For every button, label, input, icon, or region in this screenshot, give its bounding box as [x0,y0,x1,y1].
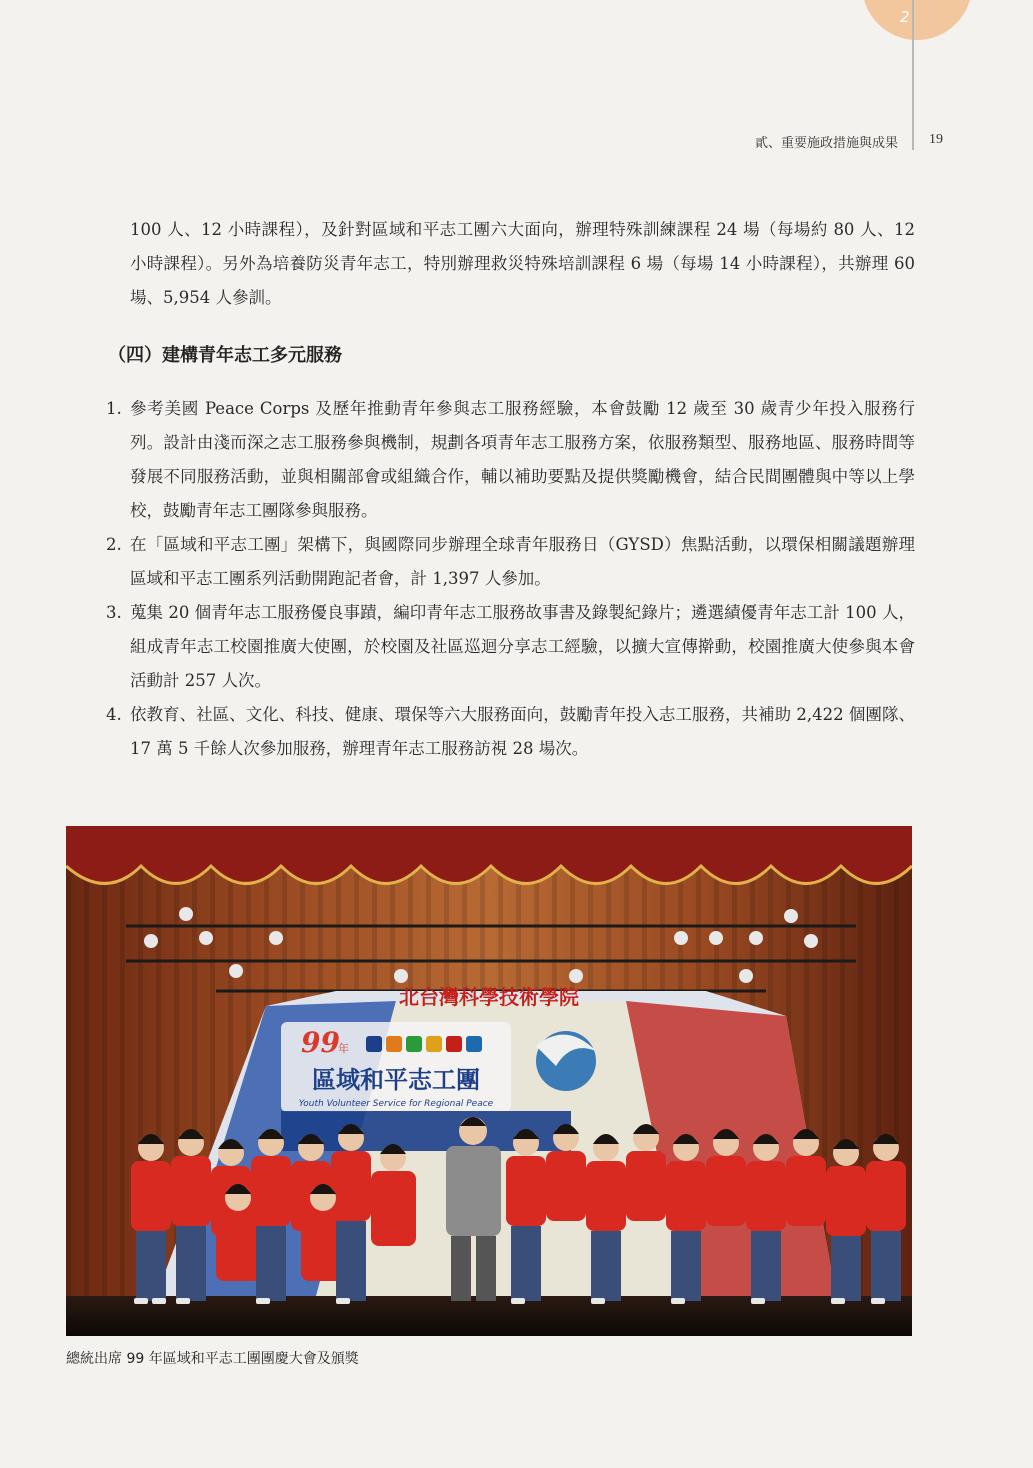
event-photo-illustration [66,826,912,1336]
header-divider [912,0,914,150]
list-item-text: 依教育、社區、文化、科技、健康、環保等六大服務面向，鼓勵青年投入志工服務，共補助 2,422 個團隊、17 萬 5 千餘人次參加服務，辦理青年志工服務訪視 28 場次。 [130,705,915,758]
list-item-text: 在「區域和平志工團」架構下，與國際同步辦理全球青年服務日（GYSD）焦點活動，以環保相關議題辦理區域和平志工團系列活動開跑記者會，計 1,397 人參加。 [130,535,915,588]
running-head: 貳、重要施政措施與成果 [754,136,898,151]
intro-paragraph: 100 人、12 小時課程），及針對區域和平志工團六大面向，辦理特殊訓練課程 24 場（每場約 80 人、12 小時課程）。另外為培養防災青年志工，特別辦理救災特殊培訓課程 6 場（每場 14 小時課程），共辦理 60 場、5,954 人參訓。 [130,220,915,307]
list-item-number: 1. [106,399,122,418]
list-item [100,528,915,596]
chapter-tab [862,0,972,40]
section-heading: （四）建構青年志工多元服務 [108,345,342,366]
banner-title: 區域和平志工團 [312,1066,480,1094]
banner-year: 99 [301,1026,340,1059]
banner-subtitle: Youth Volunteer Service for Regional Peace [298,1099,494,1109]
list-item-number: 4. [106,705,122,724]
service-list [100,392,915,766]
banner-school-name: 北台灣科學技術學院 [399,985,579,1009]
list-item [100,698,915,766]
list-item [100,392,915,528]
list-item-text: 參考美國 Peace Corps 及歷年推動青年參與志工服務經驗，本會鼓勵 12 歲至 30 歲青少年投入服務行列。設計由淺而深之志工服務參與機制，規劃各項青年志工服務方案，依服務類型、服務地區、服務時間等發展不同服務活動，並與相關部會或組織合作，輔以補助要點及提供獎勵機會，結合民間團體與中等以上學校，鼓勵青年志工團隊參與服務。 [130,399,915,520]
list-item-number: 3. [106,603,122,622]
list-item-number: 2. [106,535,122,554]
event-photo [66,826,912,1336]
list-item-text: 蒐集 20 個青年志工服務優良事蹟，編印青年志工服務故事書及錄製紀錄片；遴選績優青年志工計 100 人，組成青年志工校園推廣大使團，於校園及社區巡迴分享志工經驗，以擴大宣傳擀動，校園推廣大使參與本會活動計 257 人次。 [130,603,915,690]
chapter-tab-number: 2 [900,8,910,26]
list-item [100,596,915,698]
banner-year-suffix: 年 [338,1042,349,1055]
photo-caption: 總統出席 99 年區域和平志工團團慶大會及頒獎 [66,1351,359,1367]
page-number: 19 [929,132,943,147]
